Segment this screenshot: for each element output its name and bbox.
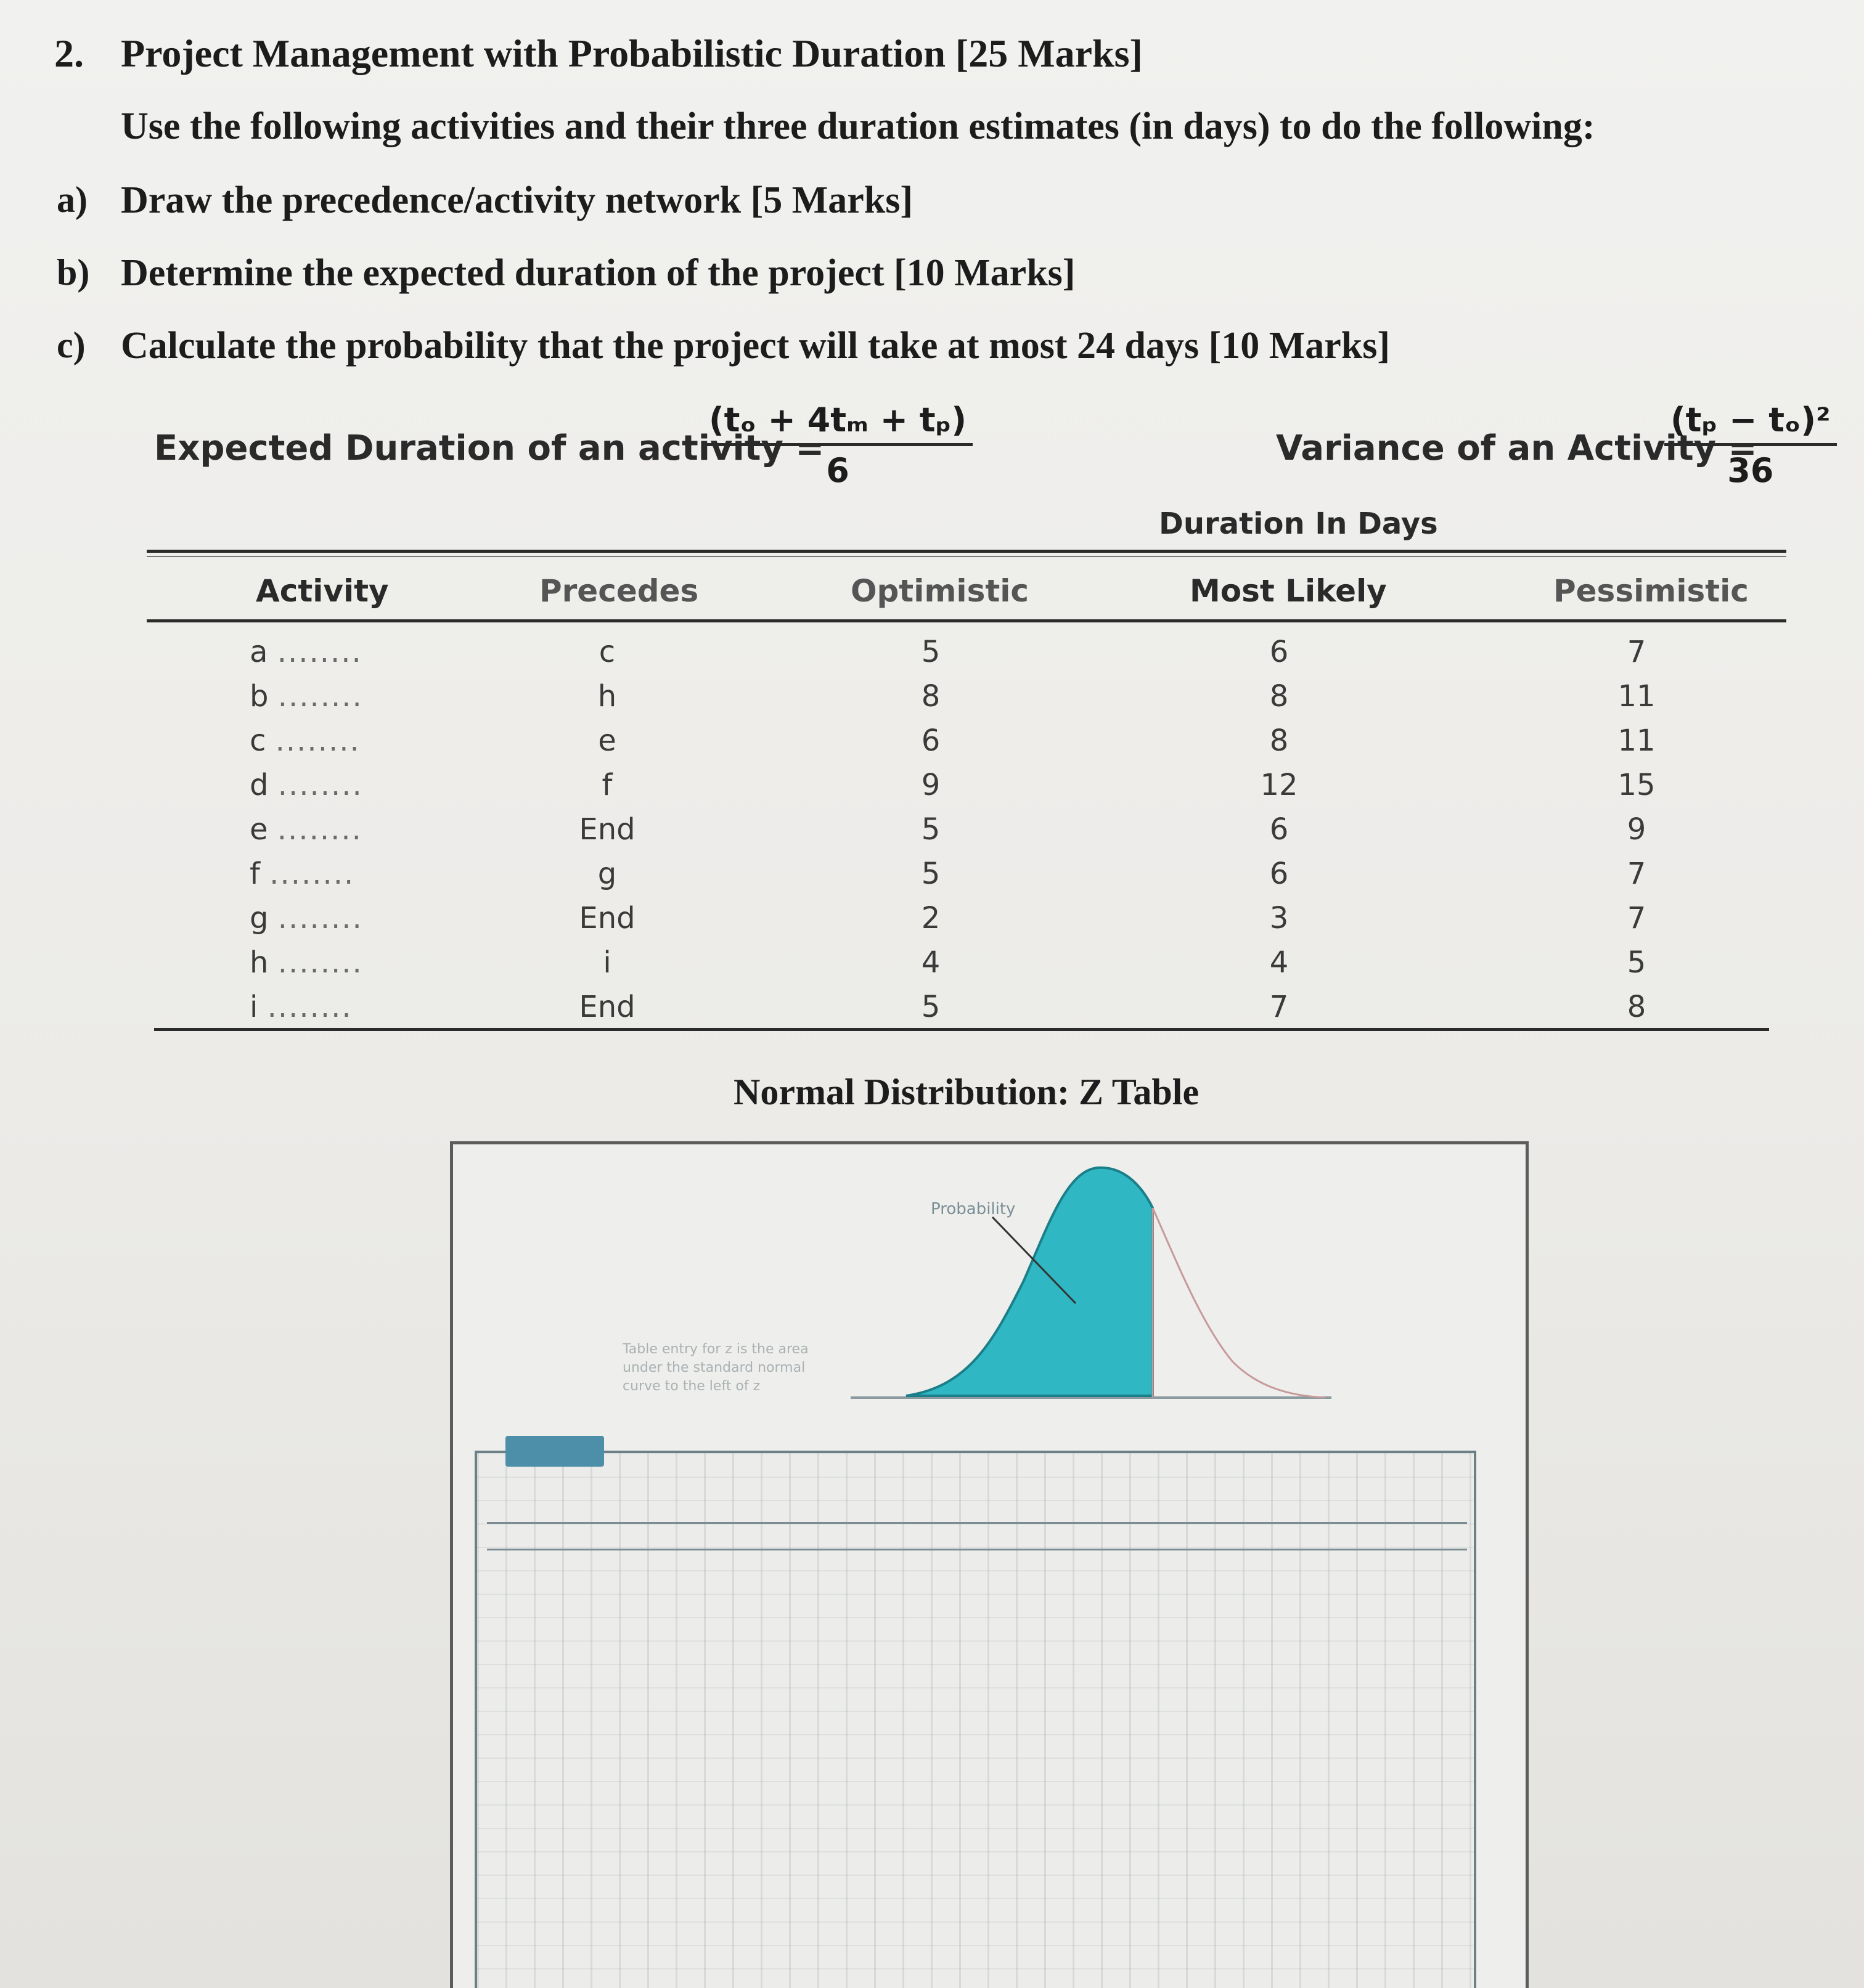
cell-optimistic: 5 [921, 857, 941, 891]
table-row [250, 768, 363, 802]
part-a-text: Draw the precedence/activity network [5 Marks] [121, 179, 914, 221]
header-most-likely: Most Likely [1190, 573, 1387, 609]
cell-pessimistic: 5 [1627, 945, 1646, 980]
cell-most-likely: 4 [1269, 945, 1289, 980]
question-intro: Use the following activities and their three duration estimates (in days) to do the following: [121, 105, 1595, 147]
cell-precedes: c [599, 635, 616, 669]
cell-pessimistic: 7 [1627, 901, 1646, 935]
z-table-note: Table entry for z is the area under the standard normal curve to the left of z [623, 1342, 809, 1394]
table-row [250, 990, 353, 1024]
part-c-letter: c) [57, 325, 86, 365]
cell-precedes: End [579, 901, 636, 935]
table-top-rule-2 [147, 556, 1786, 557]
question-title: Project Management with Probabilistic Duration [25 Marks] [121, 31, 1143, 75]
cell-activity: i [250, 990, 258, 1024]
leader-dots: ........ [277, 901, 363, 935]
header-pessimistic: Pessimistic [1553, 573, 1749, 609]
cell-most-likely: 6 [1269, 812, 1289, 847]
cell-activity: b [250, 679, 269, 714]
cell-most-likely: 8 [1269, 723, 1289, 758]
table-row [250, 723, 361, 758]
leader-dots: ........ [277, 812, 362, 847]
cell-precedes: h [597, 679, 617, 714]
curve-right-tail [1153, 1208, 1325, 1398]
cell-precedes: e [598, 723, 616, 758]
variance-label: Variance of an Activity = [1276, 428, 1757, 468]
cell-most-likely: 8 [1269, 679, 1289, 714]
cell-optimistic: 5 [921, 812, 941, 847]
part-a-letter: a) [57, 179, 88, 220]
expected-denominator: 6 [826, 451, 849, 490]
cell-most-likely: 6 [1269, 857, 1289, 891]
cell-pessimistic: 11 [1617, 723, 1656, 758]
cell-most-likely: 7 [1269, 990, 1289, 1024]
cell-optimistic: 2 [921, 901, 941, 935]
cell-optimistic: 6 [921, 723, 941, 758]
z-table-title: Normal Distribution: Z Table [734, 1072, 1200, 1112]
leader-dots: ........ [277, 768, 363, 802]
cell-most-likely: 6 [1269, 635, 1289, 669]
cell-activity: e [250, 812, 268, 847]
part-b-text: Determine the expected duration of the project [10 Marks] [121, 252, 1076, 294]
table-row [250, 812, 362, 847]
cell-precedes: i [603, 945, 611, 980]
header-optimistic: Optimistic [851, 573, 1029, 609]
normal-curve-figure [844, 1159, 1350, 1417]
cell-activity: a [250, 635, 268, 669]
cell-precedes: f [602, 768, 613, 802]
table-bottom-rule [154, 1028, 1769, 1031]
header-activity: Activity [256, 573, 389, 609]
leader-dots: ........ [277, 635, 362, 669]
cell-optimistic: 4 [921, 945, 941, 980]
leader-dots: ........ [269, 857, 355, 891]
leader-dots: ........ [267, 990, 353, 1024]
cell-optimistic: 5 [921, 990, 941, 1024]
table-row [250, 679, 363, 714]
cell-pessimistic: 9 [1627, 812, 1646, 847]
cell-activity: f [250, 857, 260, 891]
leader-dots: ........ [277, 679, 363, 714]
cell-optimistic: 8 [921, 679, 941, 714]
cell-activity: g [250, 901, 269, 935]
cell-most-likely: 12 [1260, 768, 1298, 802]
table-row [250, 945, 363, 980]
z-table-badge [505, 1436, 604, 1467]
header-precedes: Precedes [539, 573, 699, 609]
cell-precedes: End [579, 990, 636, 1024]
question-number: 2. [54, 31, 84, 75]
leader-dots: ........ [277, 945, 363, 980]
cell-pessimistic: 15 [1617, 768, 1656, 802]
table-row [250, 635, 362, 669]
cell-most-likely: 3 [1269, 901, 1289, 935]
cell-pessimistic: 8 [1627, 990, 1646, 1024]
expected-numerator: (tₒ + 4tₘ + tₚ) [703, 401, 973, 446]
cell-optimistic: 9 [921, 768, 941, 802]
variance-denominator: 36 [1727, 451, 1774, 490]
header-bottom-rule [147, 619, 1786, 622]
cell-activity: d [250, 768, 269, 802]
expected-duration-label: Expected Duration of an activity = [154, 428, 825, 468]
cell-pessimistic: 11 [1617, 679, 1656, 714]
duration-group-header: Duration In Days [1159, 507, 1438, 541]
table-top-rule [147, 550, 1786, 553]
part-c-text: Calculate the probability that the project will take at most 24 days [10 Marks] [121, 325, 1391, 367]
cell-optimistic: 5 [921, 635, 941, 669]
table-row [250, 901, 363, 935]
cell-precedes: End [579, 812, 636, 847]
expected-duration-fraction [703, 401, 973, 490]
leader-dots: ........ [275, 723, 361, 758]
z-table-header-band [487, 1522, 1467, 1550]
table-row [250, 857, 354, 891]
part-b-letter: b) [57, 252, 90, 293]
probability-label: Probability [931, 1200, 1016, 1218]
cell-activity: h [250, 945, 269, 980]
cell-pessimistic: 7 [1627, 857, 1646, 891]
cell-precedes: g [597, 857, 617, 891]
cell-activity: c [250, 723, 266, 758]
cell-pessimistic: 7 [1627, 635, 1646, 669]
variance-numerator: (tₚ − tₒ)² [1664, 401, 1837, 446]
variance-fraction [1664, 401, 1837, 490]
